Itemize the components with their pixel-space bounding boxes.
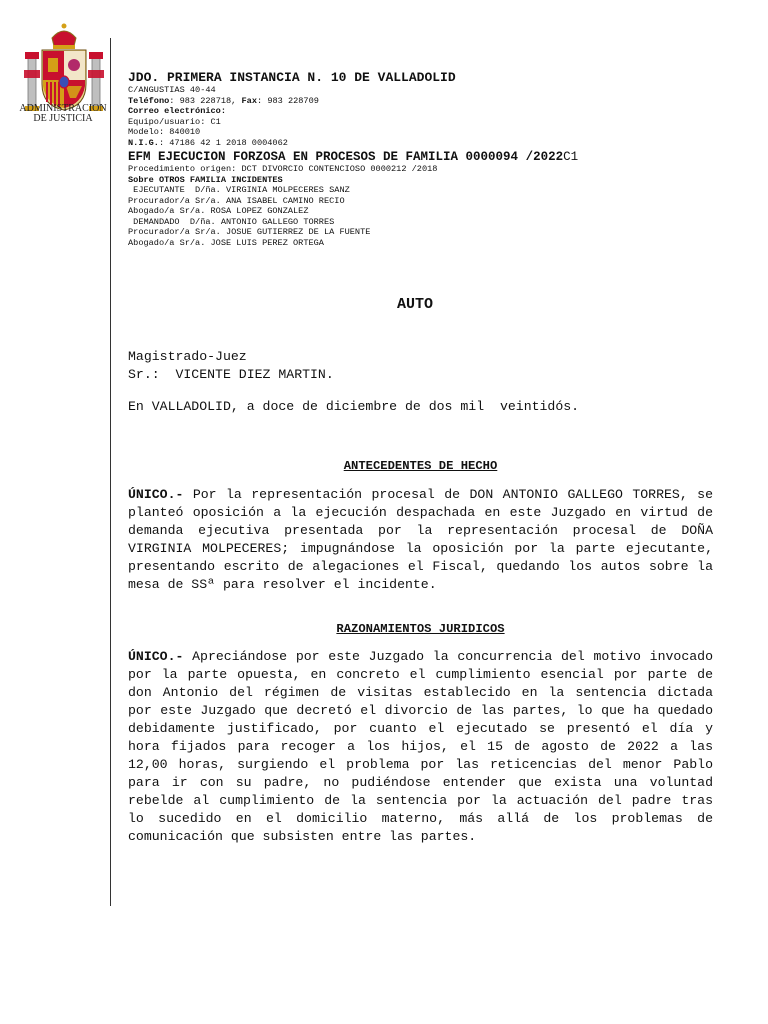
party-line: Abogado/a Sr/a. JOSE LUIS PEREZ ORTEGA <box>128 237 324 248</box>
nig-number: N.I.G.: 47186 42 1 2018 0004062 <box>128 137 288 148</box>
case-header <box>128 70 728 248</box>
paragraph-razonamientos: ÚNICO.- Apreciándose por este Juzgado la concurrencia del motivo invocado por la parte opuesta, en concreto el cumplimiento esencial por parte de don Antonio del régimen de visitas establecido en la sentencia dictada por este Juzgado que decretó el divorcio de las partes, lo que ha quedado debidamente justificado, por cuanto el ejecutado se presentó el día y hora fijados para recoger a los hijos, el 15 de agosto de 2022 a las 12,00 horas, surgiendo el problema por las reticencias del menor Pablo para ir con su padre, no pudiéndose entender que exista una voluntad rebelde al cumplimiento de la sentencia por la actuación del padre tras lo sucedido en el domicilio materno, más allá de los problemas de comunicación que subsisten entre las partes. <box>128 649 713 844</box>
court-address: C/ANGUSTIAS 40-44 <box>128 85 216 95</box>
court-phone-fax: Teléfono: 983 228718, Fax: 983 228709 <box>128 95 319 106</box>
procedure-subject: Sobre OTROS FAMILIA INCIDENTES <box>128 174 283 185</box>
section-heading-razonamientos: RAZONAMIENTOS JURIDICOS <box>336 622 505 636</box>
judge-role: Magistrado-Juez <box>128 349 247 364</box>
institution-name: ADMINISTRACION DE JUSTICIA <box>19 103 107 124</box>
procedure-origin: Procedimiento origen: DCT DIVORCIO CONTENCIOSO 0000212 /2018 <box>128 164 438 174</box>
paragraph-antecedentes: ÚNICO.- Por la representación procesal de DON ANTONIO GALLEGO TORRES, se planteó oposición a la ejecución despachada en este Juzgado en virtud de demanda ejecutiva presentada por la representación procesal de DOÑA VIRGINIA MOLPECERES; impugnándose la oposición por la parte ejecutante, presentando escrito de alegaciones el Fiscal, quedando los autos sobre la mesa de SSª para resolver el incidente. <box>128 487 713 592</box>
party-line: Abogado/a Sr/a. ROSA LOPEZ GONZALEZ <box>128 206 309 216</box>
document-title: AUTO <box>396 296 433 313</box>
model-number: Modelo: 840010 <box>128 127 201 137</box>
team-user: Equipo/usuario: C1 <box>128 116 221 127</box>
court-name: JDO. PRIMERA INSTANCIA N. 10 DE VALLADOLID <box>128 70 456 85</box>
date-line: En VALLADOLID, a doce de diciembre de dos mil veintidós. <box>128 399 580 414</box>
party-line: Procurador/a Sr/a. ANA ISABEL CAMINO RECIO <box>128 195 345 206</box>
party-line: EJECUTANTE D/ña. VIRGINIA MOLPECERES SANZ <box>128 185 350 195</box>
procedure-title: EFM EJECUCION FORZOSA EN PROCESOS DE FAMILIA 0000094 /2022C1 <box>128 150 579 164</box>
court-email: Correo electrónico: <box>128 106 226 116</box>
margin-line <box>110 38 111 906</box>
party-line: Procurador/a Sr/a. JOSUE GUTIERREZ DE LA FUENTE <box>128 227 371 237</box>
section-heading-antecedentes: ANTECEDENTES DE HECHO <box>343 459 498 473</box>
party-line: DEMANDADO D/ña. ANTONIO GALLEGO TORRES <box>128 216 335 227</box>
judge-name: Sr.: VICENTE DIEZ MARTIN. <box>128 367 334 382</box>
